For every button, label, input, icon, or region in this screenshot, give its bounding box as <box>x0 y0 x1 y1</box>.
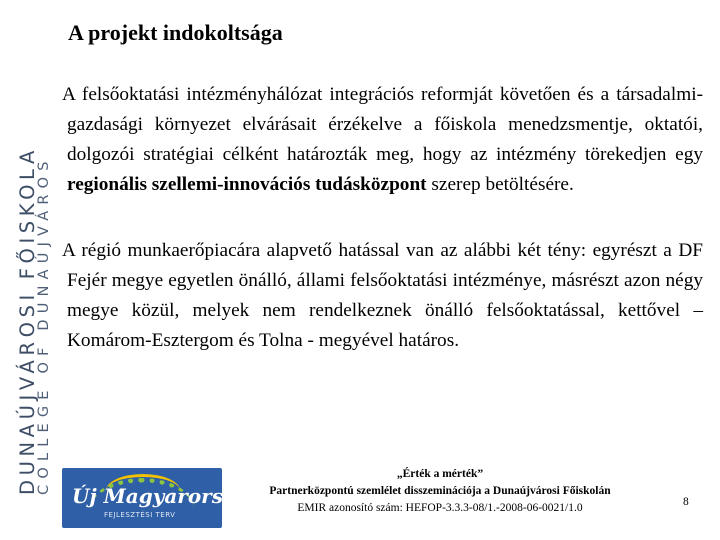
paragraph-1-text-after: szerep betöltésére. <box>426 174 574 195</box>
footer-project-title: Partnerközpontú szemlélet disszeminációja a Dunaújvárosi Főiskolán <box>269 485 611 497</box>
logo-subtext: FEJLESZTÉSI TERV <box>104 511 176 519</box>
logo-text: Új Magyarország <box>72 484 262 508</box>
paragraph-1 <box>62 80 703 200</box>
footer <box>232 466 648 517</box>
paragraph-1-text-before: A felsőoktatási intézményhálózat integrációs reformját követően és a társadalmi-gazdasági környezet elvárásait érzékelve a főiskola menedzsmentje, oktatói, dolgozói stratégiai célként határozták meg, hogy az intézmény törekedjen egy <box>62 84 703 165</box>
paragraph-1-bold: regionális szellemi-innovációs tudásközpont <box>67 174 427 195</box>
slide-title: A projekt indokoltsága <box>68 20 283 45</box>
uj-magyarorszag-logo <box>62 468 262 528</box>
footer-project-id: EMIR azonosító szám: HEFOP-3.3.3-08/1.-2008-06-0021/1.0 <box>297 502 583 514</box>
paragraph-2: A régió munkaerőpiacára alapvető hatással van az alábbi két tény: egyrészt a DF Fejér megye egyetlen önálló, állami felsőoktatási intézménye, másrészt azon négy megye közül, melyek nem rendelkeznek önálló felsőoktatással, kettővel – Komárom-Esztergom és Tolna - megyével határos. <box>62 240 703 351</box>
college-name-hungarian: DUNAÚJVÁROSI FŐISKOLA <box>16 146 39 495</box>
college-sidebar <box>0 0 58 540</box>
footer-motto: „Érték a mérték” <box>396 468 484 480</box>
page-number: 8 <box>683 496 689 508</box>
college-name-english: COLLEGE OF DUNAÚJVÁROS <box>36 155 52 495</box>
